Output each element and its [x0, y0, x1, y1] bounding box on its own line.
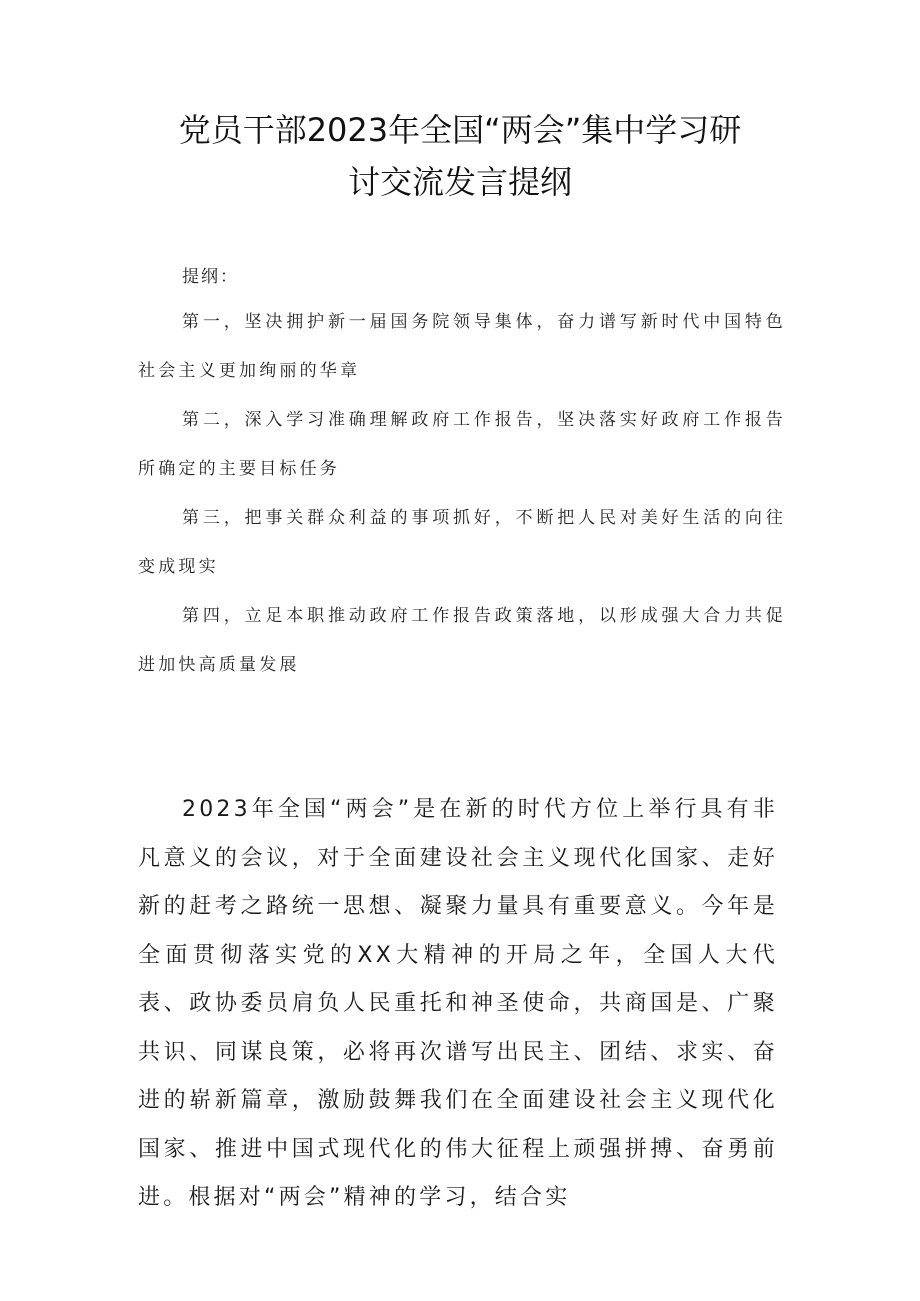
outline-item-3: 第三，把事关群众利益的事项抓好，不断把人民对美好生活的向往变成现实 [138, 508, 786, 577]
outline-label: 提纲： [182, 267, 239, 287]
body-paragraph: 2023年全国“两会”是在新的时代方位上举行具有非凡意义的会议，对于全面建设社会主义现代化国家、走好新的赶考之路统一思想、凝聚力量具有重要意义。今年是全面贯彻落实党的XX大精神的开局之年，全国人大代表、政协委员肩负人民重托和神圣使命，共商国是、广聚共识、同谋良策，必将再次谱写出民主、团结、求实、奋进的崭新篇章，激励鼓舞我们在全面建设社会主义现代化国家、推进中国式现代化的伟大征程上顽强拼搏、奋勇前进。根据对“两会”精神的学习，结合实 [138, 797, 778, 1210]
document-title-line-1: 党员干部2023年全国“两会”集中学习研 [178, 111, 742, 149]
outline-item-4: 第四，立足本职推动政府工作报告政策落地，以形成强大合力共促进加快高质量发展 [138, 606, 786, 675]
document-title-line-2: 讨交流发言提纲 [347, 163, 572, 201]
outline-item-2: 第二，深入学习准确理解政府工作报告，坚决落实好政府工作报告所确定的主要目标任务 [138, 410, 786, 479]
outline-item-1: 第一，坚决拥护新一届国务院领导集体，奋力谱写新时代中国特色社会主义更加绚丽的华章 [138, 312, 786, 381]
